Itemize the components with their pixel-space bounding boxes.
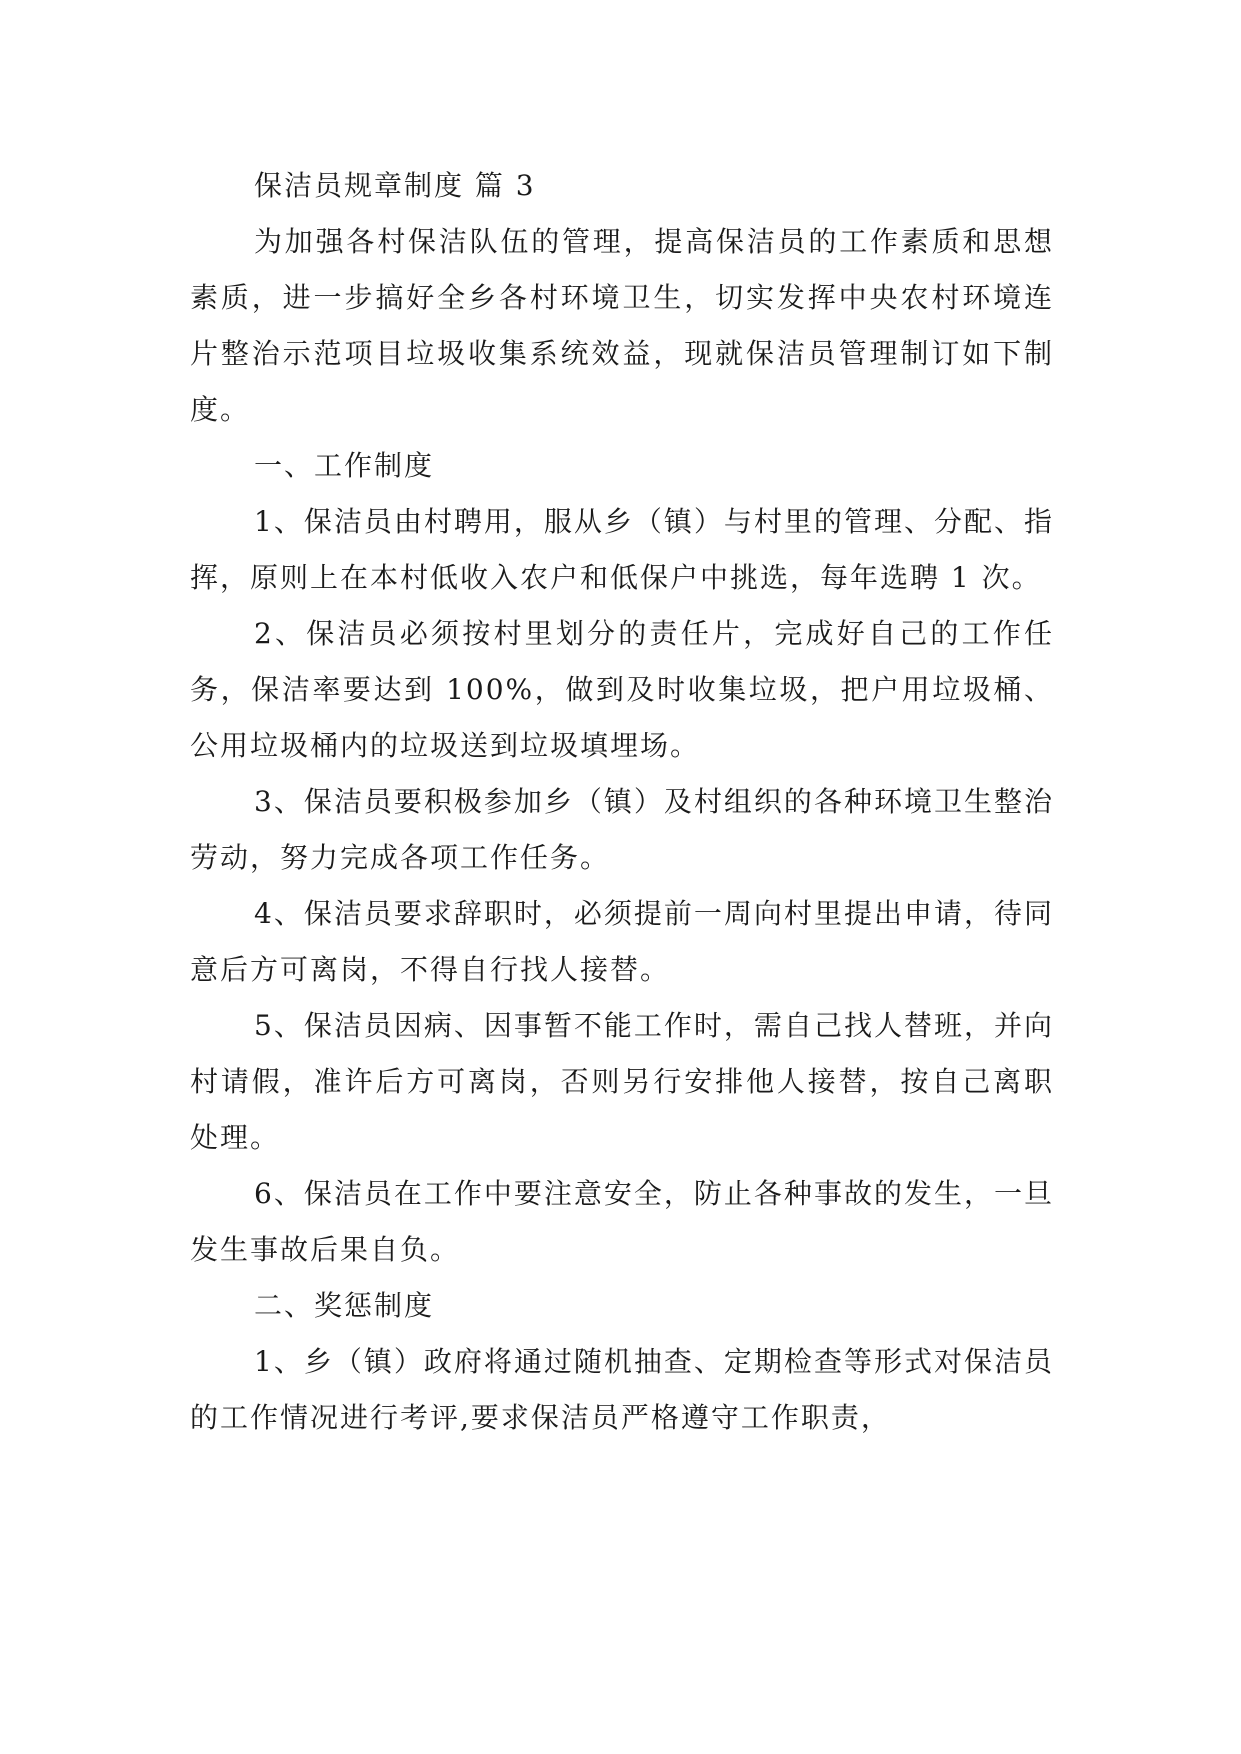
section-heading-work-rules: 一、工作制度: [254, 449, 435, 482]
document-heading: 保洁员规章制度 篇 3: [254, 169, 536, 202]
document-body: [190, 158, 1054, 1446]
paragraph-work-rule-5: 5、保洁员因病、因事暂不能工作时，需自己找人替班，并向村请假，准许后方可离岗，否则另行安排他人接替，按自己离职处理。: [190, 1009, 1054, 1154]
paragraph-reward-rule-1: 1、乡（镇）政府将通过随机抽查、定期检查等形式对保洁员的工作情况进行考评,要求保洁员严格遵守工作职责，: [190, 1345, 1054, 1434]
paragraph-work-rule-3: 3、保洁员要积极参加乡（镇）及村组织的各种环境卫生整治劳动，努力完成各项工作任务。: [190, 785, 1054, 874]
paragraph-work-rule-6: 6、保洁员在工作中要注意安全，防止各种事故的发生，一旦发生事故后果自负。: [190, 1177, 1054, 1266]
paragraph-work-rule-2: 2、保洁员必须按村里划分的责任片，完成好自己的工作任务，保洁率要达到 100%，做到及时收集垃圾，把户用垃圾桶、公用垃圾桶内的垃圾送到垃圾填埋场。: [190, 617, 1054, 762]
paragraph-work-rule-4: 4、保洁员要求辞职时，必须提前一周向村里提出申请，待同意后方可离岗，不得自行找人接替。: [190, 897, 1054, 986]
paragraph-work-rule-1: 1、保洁员由村聘用，服从乡（镇）与村里的管理、分配、指挥，原则上在本村低收入农户和低保户中挑选，每年选聘 1 次。: [190, 505, 1054, 594]
section-heading-rewards-penalties: 二、奖惩制度: [254, 1289, 435, 1322]
paragraph-intro: 为加强各村保洁队伍的管理，提高保洁员的工作素质和思想素质，进一步搞好全乡各村环境卫生，切实发挥中央农村环境连片整治示范项目垃圾收集系统效益，现就保洁员管理制订如下制度。: [190, 225, 1054, 426]
